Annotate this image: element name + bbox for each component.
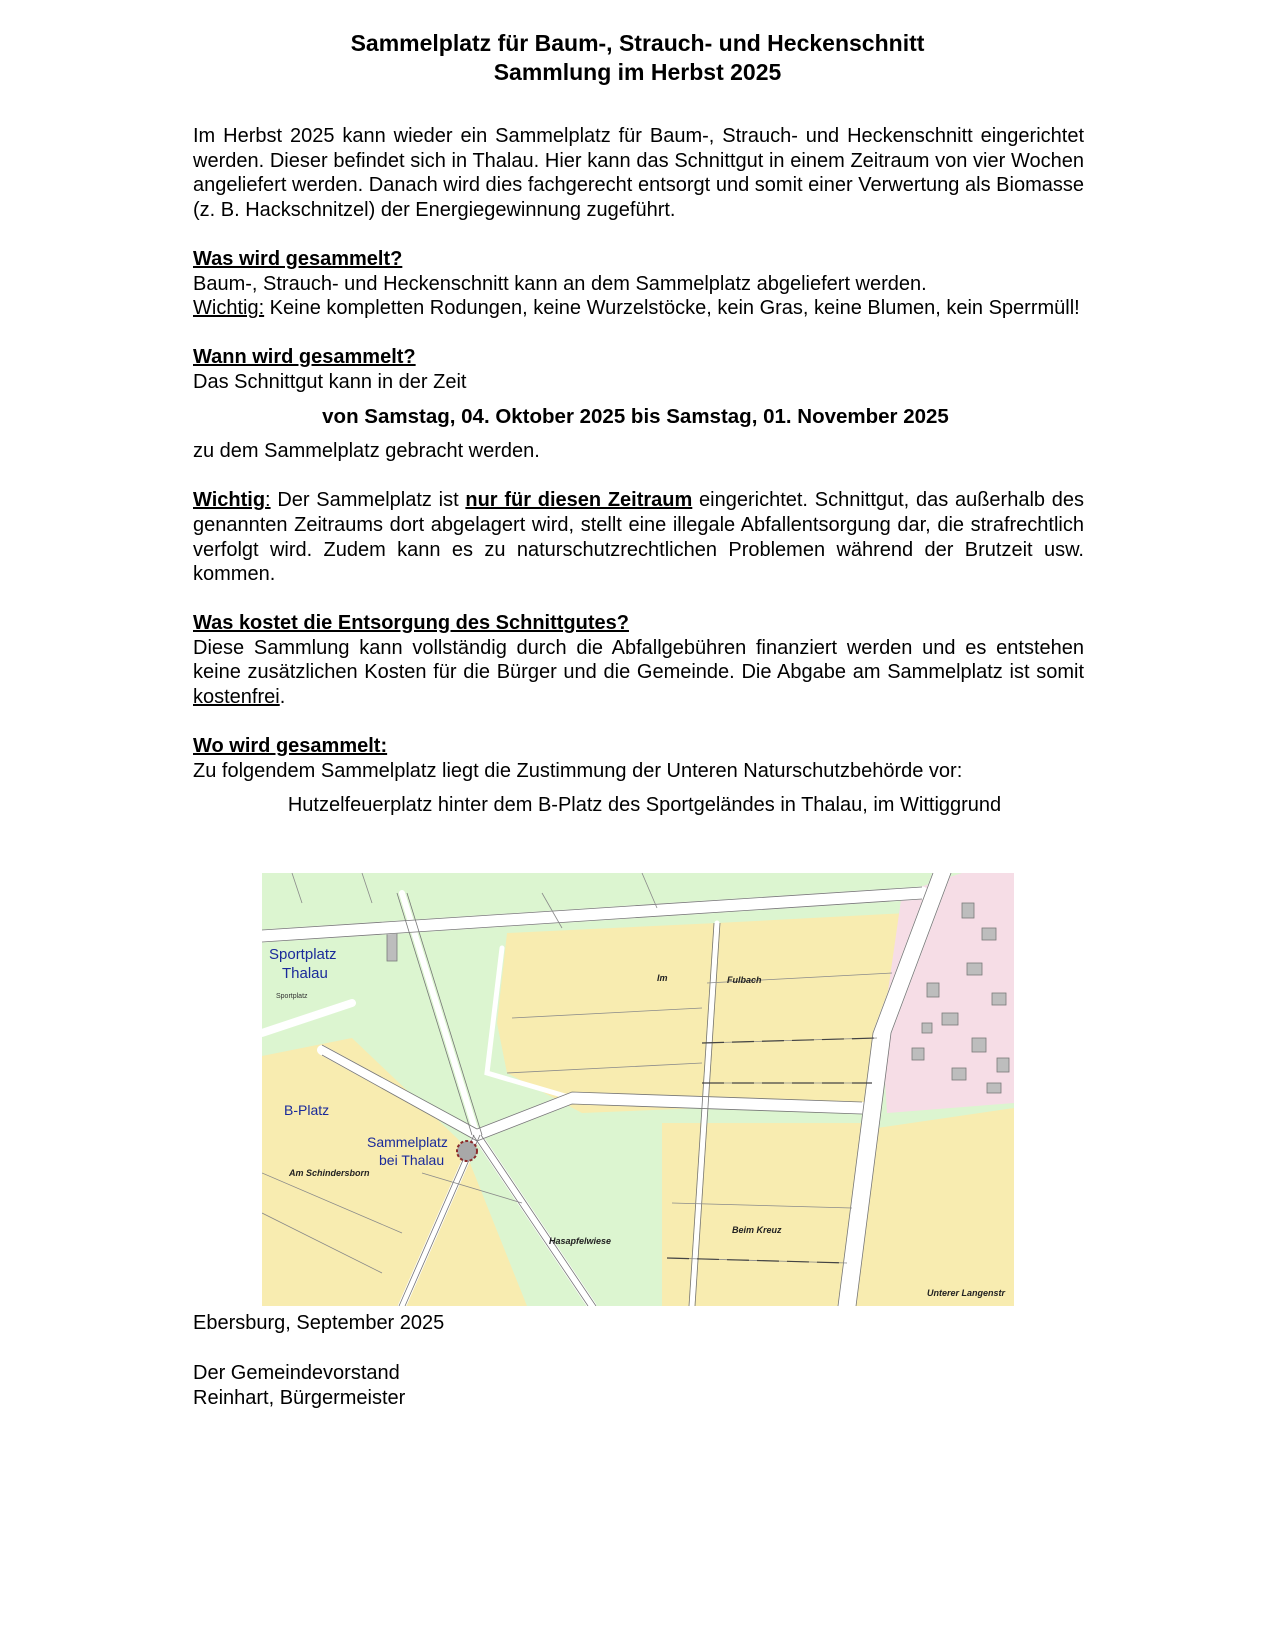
cost-text-main: Diese Sammlung kann vollständig durch die Abfallgebühren finanziert werden und es entstehen keine zusätzlichen Kosten für die Bürger und die Gemeinde. Die Abgabe am Sammelplatz ist somit xyxy=(193,636,1084,684)
what-note-text: Keine kompletten Rodungen, keine Wurzelstöcke, kein Gras, keine Blumen, kein Sperrmüll! xyxy=(264,297,1080,320)
label-fulbach: Fulbach xyxy=(727,975,762,985)
warning-label: Wichtig xyxy=(193,489,266,512)
label-unterer: Unterer Langenstr xyxy=(927,1288,1006,1298)
heading-cost: Was kostet die Entsorgung des Schnittgutes? xyxy=(193,612,629,635)
cost-free: kostenfrei xyxy=(193,686,280,709)
warning-paragraph xyxy=(193,488,1084,586)
location-line: Hutzelfeuerplatz hinter dem B-Platz des Sportgeländes in Thalau, im Wittiggrund xyxy=(287,794,1002,817)
label-schindersborn: Am Schindersborn xyxy=(289,1168,370,1178)
where-text: Zu folgendem Sammelplatz liegt die Zustimmung der Unteren Naturschutzbehörde vor: xyxy=(193,759,963,782)
heading-when: Wann wird gesammelt? xyxy=(193,346,416,369)
label-sportplatz-1: Sportplatz xyxy=(269,946,337,963)
when-text-before: Das Schnittgut kann in der Zeit xyxy=(193,370,467,393)
label-sammelplatz-2: bei Thalau xyxy=(379,1152,445,1168)
warning-part1: Der Sammelplatz ist xyxy=(270,489,466,512)
important-label: Wichtig: xyxy=(193,297,265,320)
place-date: Ebersburg, September 2025 xyxy=(193,1312,445,1334)
what-text: Baum-, Strauch- und Heckenschnitt kann an dem Sammelplatz abgeliefert werden. xyxy=(193,272,927,295)
label-beim-kreuz: Beim Kreuz xyxy=(732,1225,782,1235)
when-text-after: zu dem Sammelplatz gebracht werden. xyxy=(193,440,540,463)
document-subtitle: Sammlung im Herbst 2025 xyxy=(493,59,782,85)
label-im: Im xyxy=(657,973,668,983)
what-note xyxy=(193,296,1084,321)
office: Der Gemeindevorstand xyxy=(193,1362,400,1384)
document-body xyxy=(193,124,1084,818)
label-sportplatz-2: Thalau xyxy=(282,965,328,982)
cost-end: . xyxy=(279,686,286,709)
label-sammelplatz-1: Sammelplatz xyxy=(367,1134,448,1150)
heading-what: Was wird gesammelt? xyxy=(193,247,403,270)
collection-point-marker xyxy=(457,1141,477,1161)
heading-where: Wo wird gesammelt: xyxy=(193,735,388,758)
document-title: Sammelplatz für Baum-, Strauch- und Heckenschnitt xyxy=(350,30,925,56)
intro-paragraph: Im Herbst 2025 kann wieder ein Sammelplatz für Baum-, Strauch- und Heckenschnitt eingerichtet werden. Dieser befindet sich in Thalau. Hier kann das Schnittgut in einem Zeitraum von vier Wochen angeliefert werden. Danach wird dies fachgerecht entsorgt und somit einer Verwertung als Biomasse (z. B. Hackschnitzel) der Energiegewinnung zugeführt. xyxy=(193,125,1084,221)
warning-emphasis: nur für diesen Zeitraum xyxy=(465,489,693,512)
cost-text xyxy=(193,636,1084,710)
label-bplatz: B-Platz xyxy=(284,1102,330,1118)
collection-period: von Samstag, 04. Oktober 2025 bis Samstag, 01. November 2025 xyxy=(322,404,949,428)
signature: Reinhart, Bürgermeister xyxy=(193,1387,406,1409)
warning-colon: : xyxy=(265,489,271,512)
warning-part2: eingerichtet. Schnittgut, das außerhalb des genannten Zeitraums dort abgelagert wird, stellt eine illegale Abfallentsorgung dar, die strafrechtlich verfolgt wird. Zudem kann es zu naturschutzrechtlichen Problemen während der Brutzeit usw. kommen. xyxy=(193,489,1084,586)
label-sportplatz-small: Sportplatz xyxy=(276,993,308,1000)
label-hasapfelwiese: Hasapfelwiese xyxy=(549,1236,612,1246)
document-footer xyxy=(193,1311,444,1411)
location-map xyxy=(262,873,1014,1306)
